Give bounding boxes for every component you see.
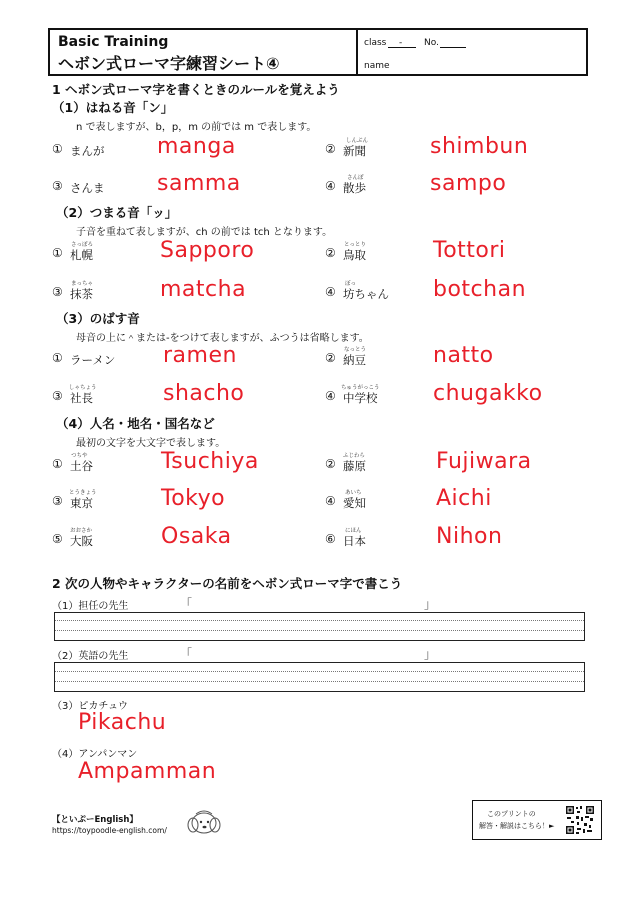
item-number: ② bbox=[325, 246, 336, 260]
section2-note: 子音を重ねて表しますが、ch の前では tch となります。 bbox=[76, 227, 333, 238]
q4-answer: Ampamman bbox=[78, 759, 217, 784]
item-ruby: とっとり bbox=[344, 242, 366, 248]
brand-url[interactable]: https://toypoodle-english.com/ bbox=[52, 826, 167, 835]
item-ruby: ちゅうがっこう bbox=[341, 385, 380, 391]
item-number: ② bbox=[325, 457, 336, 471]
q2-close-bracket: 」 bbox=[424, 647, 437, 661]
item-word: 土谷 bbox=[70, 459, 93, 473]
item-word: 納豆 bbox=[343, 353, 366, 367]
item-word: 日本 bbox=[343, 534, 366, 548]
item-number: ④ bbox=[325, 494, 336, 508]
item-word: 大阪 bbox=[70, 534, 93, 548]
item-number: ③ bbox=[52, 179, 63, 193]
item-number: ① bbox=[52, 142, 63, 156]
item-word: 藤原 bbox=[343, 459, 366, 473]
item-ruby: とうきょう bbox=[69, 490, 97, 496]
writing-line bbox=[54, 612, 584, 613]
answer-text: manga bbox=[157, 134, 236, 159]
answer-text: Nihon bbox=[436, 524, 503, 549]
section4-title: （4）人名・地名・国名など bbox=[56, 416, 215, 431]
q1-open-bracket: 「 bbox=[180, 597, 193, 611]
name-label: name bbox=[364, 61, 390, 71]
item-number: ② bbox=[325, 351, 336, 365]
q3-label: （3）ピカチュウ bbox=[52, 701, 129, 712]
item-ruby: ぼっ bbox=[345, 281, 357, 287]
q2-open-bracket: 「 bbox=[180, 647, 193, 661]
answer-text: Tottori bbox=[433, 238, 506, 263]
item-word: 社長 bbox=[70, 391, 93, 405]
item-word: 東京 bbox=[70, 496, 93, 510]
section2-title: （2）つまる音「ッ」 bbox=[56, 205, 178, 220]
item-word: 中学校 bbox=[343, 391, 378, 405]
item-ruby: さっぽろ bbox=[71, 242, 94, 248]
item-ruby: おおさか bbox=[70, 528, 93, 534]
title-english: Basic Training bbox=[58, 34, 169, 50]
q2-label: （2）英語の先生 bbox=[52, 651, 129, 662]
item-ruby: まっちゃ bbox=[71, 281, 94, 287]
item-number: ⑤ bbox=[52, 532, 63, 546]
item-number: ④ bbox=[325, 389, 336, 403]
item-number: ③ bbox=[52, 494, 63, 508]
writing-line bbox=[54, 691, 584, 692]
item-word: さんま bbox=[70, 181, 105, 195]
item-number: ① bbox=[52, 351, 63, 365]
item-ruby: さんぽ bbox=[347, 175, 364, 181]
answer-text: Fujiwara bbox=[436, 449, 532, 474]
qr-code-icon[interactable] bbox=[565, 805, 595, 835]
item-ruby: しんぶん bbox=[346, 138, 369, 144]
class-dash: - bbox=[399, 38, 403, 48]
section4-note: 最初の文字を大文字で表します。 bbox=[76, 438, 226, 449]
answer-text: chugakko bbox=[433, 381, 543, 406]
no-label: No. bbox=[424, 38, 439, 48]
part1-heading: 1 ヘボン式ローマ字を書くときのルールを覚えよう bbox=[52, 82, 340, 97]
item-ruby: なっとう bbox=[344, 347, 367, 353]
number-field[interactable] bbox=[440, 47, 466, 48]
writing-line-edge bbox=[54, 662, 55, 692]
answer-box-line1: このプリントの bbox=[487, 810, 536, 818]
answer-text: Tsuchiya bbox=[161, 449, 259, 474]
item-number: ③ bbox=[52, 389, 63, 403]
item-number: ⑥ bbox=[325, 532, 336, 546]
section1-note: n で表しますが、b，p，m の前では m で表します。 bbox=[76, 122, 317, 133]
writing-line-edge bbox=[584, 612, 585, 641]
writing-line-dotted bbox=[54, 681, 584, 682]
answer-text: Aichi bbox=[436, 486, 492, 511]
class-label: class bbox=[364, 38, 387, 48]
item-number: ① bbox=[52, 246, 63, 260]
header-box bbox=[48, 28, 588, 76]
title-japanese: ヘボン式ローマ字練習シート④ bbox=[58, 54, 280, 73]
writing-line-dotted bbox=[54, 671, 584, 672]
section1-title: （1）はねる音「ン」 bbox=[52, 100, 174, 115]
q3-answer: Pikachu bbox=[78, 710, 167, 735]
answer-text: samma bbox=[157, 171, 241, 196]
item-number: ④ bbox=[325, 285, 336, 299]
writing-line-edge bbox=[54, 612, 55, 641]
answer-text: botchan bbox=[433, 277, 527, 302]
item-word: 札幌 bbox=[70, 248, 93, 262]
item-word: 散歩 bbox=[343, 181, 366, 195]
item-number: ④ bbox=[325, 179, 336, 193]
item-ruby: ふじわら bbox=[343, 453, 366, 459]
answer-text: shimbun bbox=[430, 134, 529, 159]
item-word: ラーメン bbox=[70, 353, 116, 367]
answer-text: Osaka bbox=[161, 524, 232, 549]
header-divider bbox=[356, 30, 358, 74]
item-ruby: つちや bbox=[71, 453, 88, 459]
writing-line-dotted bbox=[54, 630, 584, 631]
q1-close-bracket: 」 bbox=[424, 597, 437, 611]
poodle-icon bbox=[184, 806, 224, 836]
item-ruby: にほん bbox=[345, 528, 362, 534]
answer-text: shacho bbox=[163, 381, 245, 406]
answer-text: ramen bbox=[163, 343, 237, 368]
writing-line-edge bbox=[584, 662, 585, 692]
answer-text: Sapporo bbox=[160, 238, 255, 263]
item-word: 愛知 bbox=[343, 496, 366, 510]
q1-label: （1）担任の先生 bbox=[52, 601, 129, 612]
writing-line-dotted bbox=[54, 620, 584, 621]
writing-line bbox=[54, 662, 584, 663]
section3-title: （3）のばす音 bbox=[56, 311, 140, 326]
item-number: ① bbox=[52, 457, 63, 471]
answer-text: natto bbox=[433, 343, 494, 368]
item-number: ③ bbox=[52, 285, 63, 299]
item-word: まんが bbox=[70, 144, 105, 158]
part2-heading: 2 次の人物やキャラクターの名前をヘボン式ローマ字で書こう bbox=[52, 576, 403, 591]
q4-label: （4）アンパンマン bbox=[52, 749, 138, 760]
item-number: ② bbox=[325, 142, 336, 156]
section3-note: 母音の上に＾または-をつけて表しますが、ふつうは省略します。 bbox=[76, 333, 369, 344]
answer-text: sampo bbox=[430, 171, 507, 196]
item-ruby: あいち bbox=[345, 490, 362, 496]
item-ruby: しゃちょう bbox=[69, 385, 97, 391]
writing-line bbox=[54, 640, 584, 641]
answer-text: matcha bbox=[160, 277, 247, 302]
item-word: 鳥取 bbox=[343, 248, 366, 262]
item-word: 抹茶 bbox=[70, 287, 93, 301]
item-word: 新聞 bbox=[343, 144, 366, 158]
item-word: 坊ちゃん bbox=[343, 287, 389, 301]
answer-text: Tokyo bbox=[161, 486, 226, 511]
answer-box-line2: 解答・解説はこちら！► bbox=[479, 822, 555, 830]
brand-name: 【といぷーEnglish】 bbox=[52, 815, 138, 825]
